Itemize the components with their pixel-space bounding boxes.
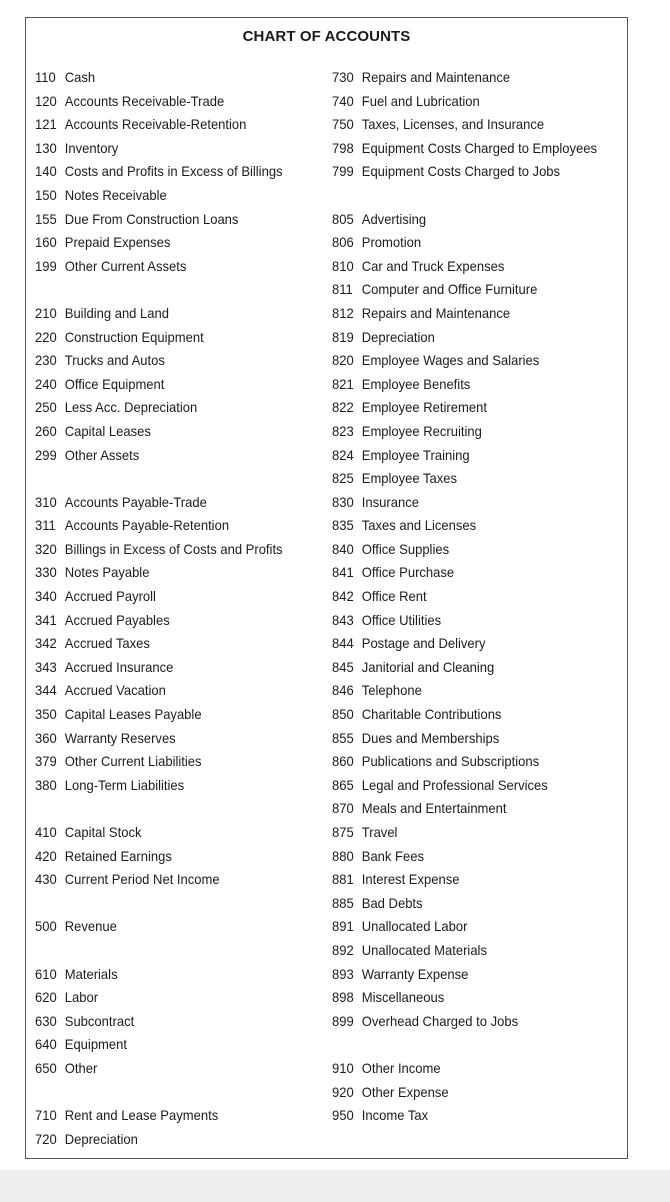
account-row [35, 444, 314, 468]
account-name: Inventory [64, 139, 119, 156]
account-row [332, 892, 611, 916]
account-code: 811 [332, 281, 353, 298]
account-name: Janitorial and Cleaning [361, 658, 495, 675]
account-code: 220 [35, 328, 57, 345]
account-name: Subcontract [64, 1012, 135, 1029]
account-name: Accrued Payroll [64, 588, 156, 605]
account-code: 240 [35, 375, 57, 392]
account-code: 344 [35, 682, 57, 699]
account-row [35, 585, 314, 609]
account-row [332, 915, 611, 939]
account-code: 320 [35, 540, 57, 557]
account-name: Employee Retirement [361, 399, 487, 416]
account-code: 620 [35, 989, 57, 1006]
section-spacer [35, 892, 314, 916]
account-row [332, 373, 611, 397]
left-account-column [35, 66, 335, 1151]
account-code: 898 [332, 989, 354, 1006]
account-code: 250 [35, 399, 57, 416]
account-name: Trucks and Autos [64, 352, 165, 369]
account-code: 340 [35, 588, 57, 605]
account-name: Car and Truck Expenses [361, 257, 505, 274]
account-row [332, 750, 611, 774]
account-name: Repairs and Maintenance [361, 69, 511, 85]
account-name: Employee Wages and Salaries [361, 352, 540, 369]
account-code: 380 [35, 776, 57, 793]
account-row [332, 420, 611, 444]
account-code: 260 [35, 422, 57, 439]
account-name: Retained Earnings [64, 847, 172, 864]
account-code: 121 [35, 116, 57, 133]
account-row [332, 774, 611, 798]
account-name: Less Acc. Depreciation [64, 399, 198, 416]
account-row [35, 231, 314, 255]
section-spacer [35, 278, 314, 302]
section-spacer [35, 797, 314, 821]
account-row [35, 373, 314, 397]
account-name: Materials [64, 965, 118, 982]
account-row [35, 302, 314, 326]
account-row [35, 1033, 314, 1057]
account-row [332, 703, 611, 727]
account-row [332, 986, 611, 1010]
account-code: 899 [332, 1012, 354, 1029]
account-name: Accrued Insurance [64, 658, 174, 675]
account-name: Warranty Reserves [64, 729, 176, 746]
account-code: 855 [332, 729, 354, 746]
account-row [332, 845, 611, 869]
account-name: Office Utilities [361, 611, 442, 628]
account-row [35, 1128, 314, 1152]
account-code: 880 [332, 847, 354, 864]
account-code: 810 [332, 257, 354, 274]
account-name: Cash [64, 69, 96, 85]
account-name: Unallocated Labor [361, 918, 468, 935]
account-name: Warranty Expense [361, 965, 469, 982]
account-name: Promotion [361, 234, 422, 251]
account-name: Meals and Entertainment [361, 800, 507, 817]
chart-of-accounts-frame [25, 17, 628, 1159]
account-row [332, 727, 611, 751]
account-row [35, 90, 314, 114]
account-row [35, 727, 314, 751]
account-name: Taxes and Licenses [361, 517, 477, 534]
account-code: 130 [35, 139, 57, 156]
account-name: Charitable Contributions [361, 706, 502, 723]
account-code: 160 [35, 234, 57, 251]
account-row [35, 113, 314, 137]
account-code: 341 [35, 611, 57, 628]
account-row [332, 491, 611, 515]
account-row [35, 255, 314, 279]
account-name: Other Current Liabilities [64, 753, 202, 770]
account-row [332, 444, 611, 468]
account-code: 844 [332, 635, 354, 652]
section-spacer [35, 467, 314, 491]
account-code: 610 [35, 965, 57, 982]
account-row [332, 939, 611, 963]
account-code: 830 [332, 493, 354, 510]
account-code: 630 [35, 1012, 57, 1029]
account-row [332, 113, 611, 137]
account-name: Insurance [361, 493, 419, 510]
account-row [332, 632, 611, 656]
account-code: 310 [35, 493, 57, 510]
account-row [35, 868, 314, 892]
account-row [35, 349, 314, 373]
account-name: Accrued Payables [64, 611, 170, 628]
account-code: 650 [35, 1059, 57, 1076]
account-row [332, 1081, 611, 1105]
account-row [332, 679, 611, 703]
page-bottom-margin [0, 1170, 670, 1202]
account-name: Office Equipment [64, 375, 165, 392]
account-code: 210 [35, 304, 57, 321]
account-code: 640 [35, 1036, 57, 1053]
account-row [332, 561, 611, 585]
account-name: Equipment [64, 1036, 128, 1053]
account-code: 343 [35, 658, 57, 675]
account-code: 342 [35, 635, 57, 652]
account-code: 885 [332, 894, 354, 911]
account-row [35, 1057, 314, 1081]
account-name: Taxes, Licenses, and Insurance [361, 116, 545, 133]
account-code: 842 [332, 588, 354, 605]
account-row [35, 326, 314, 350]
right-account-column [332, 66, 632, 1128]
account-code: 150 [35, 186, 57, 203]
account-code: 841 [332, 564, 354, 581]
account-name: Dues and Memberships [361, 729, 500, 746]
account-name: Current Period Net Income [64, 871, 220, 888]
account-row [332, 656, 611, 680]
account-name: Legal and Professional Services [361, 776, 548, 793]
account-row [332, 797, 611, 821]
account-name: Other Current Assets [64, 257, 187, 274]
account-code: 845 [332, 658, 354, 675]
account-row [35, 679, 314, 703]
account-name: Capital Leases Payable [64, 706, 202, 723]
account-code: 740 [332, 92, 354, 109]
account-row [332, 278, 611, 302]
account-code: 824 [332, 446, 354, 463]
account-name: Other Expense [361, 1083, 449, 1100]
account-row [35, 750, 314, 774]
section-spacer [35, 939, 314, 963]
account-name: Office Rent [361, 588, 427, 605]
account-name: Bank Fees [361, 847, 425, 864]
account-row [332, 1104, 611, 1128]
account-code: 360 [35, 729, 57, 746]
account-code: 812 [332, 304, 354, 321]
account-name: Postage and Delivery [361, 635, 486, 652]
account-name: Office Purchase [361, 564, 455, 581]
account-code: 920 [332, 1083, 354, 1100]
account-code: 840 [332, 540, 354, 557]
account-name: Building and Land [64, 304, 170, 321]
account-name: Accounts Receivable-Trade [64, 92, 225, 109]
account-code: 410 [35, 824, 57, 840]
account-row [35, 396, 314, 420]
account-name: Rent and Lease Payments [64, 1107, 219, 1124]
account-row [332, 609, 611, 633]
account-name: Prepaid Expenses [64, 234, 171, 251]
account-code: 798 [332, 139, 354, 156]
account-name: Repairs and Maintenance [361, 304, 511, 321]
account-code: 891 [332, 918, 354, 935]
account-name: Other Income [361, 1059, 441, 1076]
account-name: Other Assets [64, 446, 140, 463]
account-name: Bad Debts [361, 894, 423, 911]
account-code: 730 [332, 69, 354, 85]
account-code: 720 [35, 1130, 57, 1147]
account-code: 330 [35, 564, 57, 581]
account-code: 892 [332, 941, 354, 958]
account-name: Other [64, 1059, 98, 1076]
account-name: Equipment Costs Charged to Jobs [361, 163, 561, 180]
account-code: 820 [332, 352, 354, 369]
account-code: 140 [35, 163, 57, 180]
account-row [35, 986, 314, 1010]
account-code: 846 [332, 682, 354, 699]
section-spacer [332, 184, 611, 208]
account-code: 825 [332, 470, 354, 487]
account-name: Accrued Vacation [64, 682, 166, 699]
account-name: Fuel and Lubrication [361, 92, 480, 109]
account-code: 805 [332, 210, 354, 227]
account-row [332, 231, 611, 255]
account-code: 881 [332, 871, 354, 888]
account-row [332, 821, 611, 845]
account-code: 819 [332, 328, 354, 345]
account-code: 910 [332, 1059, 354, 1076]
account-row [35, 184, 314, 208]
account-row [332, 514, 611, 538]
account-name: Accounts Payable-Trade [64, 493, 207, 510]
account-code: 870 [332, 800, 354, 817]
section-spacer [332, 1033, 611, 1057]
account-row [332, 90, 611, 114]
account-row [332, 467, 611, 491]
account-name: Depreciation [361, 328, 435, 345]
account-name: Employee Benefits [361, 375, 471, 392]
account-name: Costs and Profits in Excess of Billings [64, 163, 283, 180]
account-code: 230 [35, 352, 57, 369]
account-code: 311 [35, 517, 56, 534]
account-row [35, 632, 314, 656]
account-row [332, 963, 611, 987]
account-code: 155 [35, 210, 57, 227]
account-code: 893 [332, 965, 354, 982]
account-name: Capital Leases [64, 422, 151, 439]
account-code: 500 [35, 918, 57, 935]
account-code: 350 [35, 706, 57, 723]
account-row [332, 160, 611, 184]
account-row [35, 1104, 314, 1128]
account-name: Interest Expense [361, 871, 460, 888]
account-name: Notes Receivable [64, 186, 167, 203]
account-row [35, 963, 314, 987]
account-name: Overhead Charged to Jobs [361, 1012, 519, 1029]
account-row [332, 868, 611, 892]
account-name: Labor [64, 989, 99, 1006]
account-row [35, 137, 314, 161]
account-name: Computer and Office Furniture [361, 281, 538, 298]
account-row [332, 302, 611, 326]
account-row [332, 208, 611, 232]
account-row [35, 538, 314, 562]
account-row [332, 1010, 611, 1034]
account-row [332, 349, 611, 373]
account-name: Unallocated Materials [361, 941, 487, 958]
account-name: Employee Recruiting [361, 422, 482, 439]
account-code: 120 [35, 92, 57, 109]
account-row [35, 845, 314, 869]
account-name: Long-Term Liabilities [64, 776, 185, 793]
account-code: 806 [332, 234, 354, 251]
account-name: Capital Stock [64, 824, 142, 840]
account-row [35, 656, 314, 680]
account-code: 710 [35, 1107, 57, 1124]
account-row [35, 491, 314, 515]
account-name: Accounts Payable-Retention [64, 517, 230, 534]
page-title: CHART OF ACCOUNTS [242, 28, 411, 45]
account-code: 420 [35, 847, 57, 864]
account-code: 379 [35, 753, 57, 770]
account-code: 875 [332, 824, 354, 840]
account-name: Revenue [64, 918, 117, 935]
account-code: 799 [332, 163, 354, 180]
account-name: Accrued Taxes [64, 635, 150, 652]
account-row [35, 160, 314, 184]
account-code: 850 [332, 706, 354, 723]
account-name: Office Supplies [361, 540, 450, 557]
account-code: 299 [35, 446, 57, 463]
account-code: 843 [332, 611, 354, 628]
account-code: 823 [332, 422, 354, 439]
account-code: 865 [332, 776, 354, 793]
account-row [332, 66, 611, 90]
account-row [35, 208, 314, 232]
account-name: Employee Training [361, 446, 470, 463]
account-row [332, 255, 611, 279]
account-row [35, 561, 314, 585]
account-row [35, 66, 314, 90]
account-row [332, 326, 611, 350]
account-row [35, 703, 314, 727]
account-code: 821 [332, 375, 354, 392]
account-code: 835 [332, 517, 354, 534]
account-name: Advertising [361, 210, 427, 227]
account-code: 430 [35, 871, 57, 888]
account-row [35, 420, 314, 444]
account-row [35, 774, 314, 798]
account-name: Publications and Subscriptions [361, 753, 540, 770]
account-row [332, 1057, 611, 1081]
account-name: Equipment Costs Charged to Employees [361, 139, 597, 156]
account-row [332, 538, 611, 562]
account-name: Travel [361, 824, 398, 840]
section-spacer [35, 1081, 314, 1105]
account-row [332, 137, 611, 161]
account-row [35, 1010, 314, 1034]
account-name: Income Tax [361, 1107, 429, 1124]
account-row [35, 609, 314, 633]
account-code: 199 [35, 257, 57, 274]
account-code: 860 [332, 753, 354, 770]
account-name: Construction Equipment [64, 328, 204, 345]
account-code: 950 [332, 1107, 354, 1124]
account-row [332, 396, 611, 420]
account-name: Accounts Receivable-Retention [64, 116, 247, 133]
account-name: Notes Payable [64, 564, 150, 581]
account-name: Due From Construction Loans [64, 210, 239, 227]
account-name: Billings in Excess of Costs and Profits [64, 540, 283, 557]
account-code: 750 [332, 116, 354, 133]
account-name: Miscellaneous [361, 989, 445, 1006]
account-row [35, 821, 314, 845]
account-row [35, 514, 314, 538]
account-row [35, 915, 314, 939]
account-code: 822 [332, 399, 354, 416]
account-row [332, 585, 611, 609]
account-code: 110 [35, 69, 56, 85]
account-name: Telephone [361, 682, 422, 699]
account-name: Employee Taxes [361, 470, 458, 487]
account-name: Depreciation [64, 1130, 138, 1147]
